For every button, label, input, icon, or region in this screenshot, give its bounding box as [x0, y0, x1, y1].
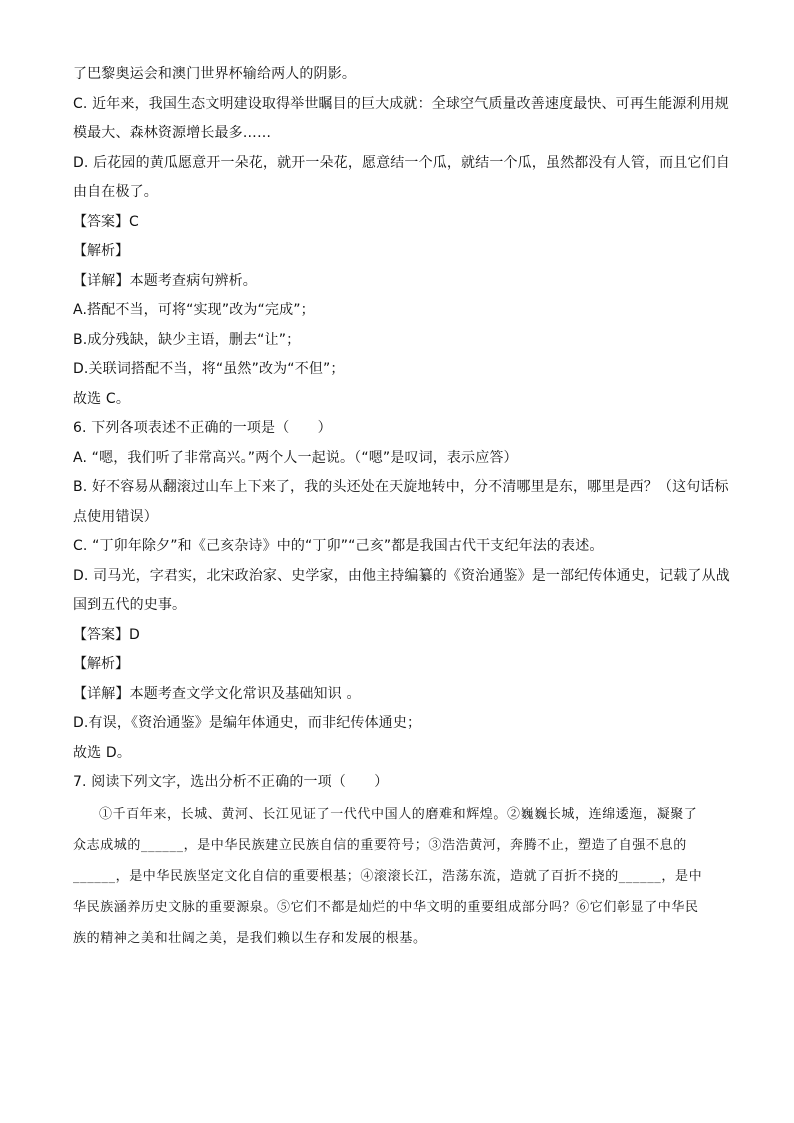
question7-passage	[73, 800, 723, 953]
question6-detail: 【详解】本题考查文学文化常识及基础知识 。	[73, 685, 361, 702]
question5-analysis-label: 【解析】	[73, 243, 129, 259]
question6-analysis-label: 【解析】	[73, 656, 129, 672]
question6-option-c: C. “丁卯年除夕”和《己亥杂诗》中的“丁卯”“己亥”都是我国古代干支纪年法的表述。	[73, 538, 604, 554]
question6-conclusion: 故选 D。	[73, 744, 131, 761]
question6-stem: 6. 下列各项表述不正确的一项是（ ）	[73, 420, 332, 436]
question5-option-d: D. 后花园的黄瓜愿意开一朵花，就开一朵花，愿意结一个瓜，就结一个瓜，虽然都没有人管，而且它们自	[73, 154, 730, 171]
question5-explanation-d: D.关联词搭配不当，将“虽然”改为“不但”；	[73, 361, 345, 377]
passage-line: 众志成城的______，是中华民族建立民族自信的重要符号；③浩浩黄河，奔腾不止，塑造了自强不息的	[73, 837, 687, 853]
question7-stem: 7. 阅读下列文字，选出分析不正确的一项（ ）	[73, 774, 389, 790]
question5-answer: 【答案】C	[73, 213, 139, 230]
question5-option-d-continued: 由自在极了。	[73, 184, 158, 200]
question6-answer: 【答案】D	[73, 626, 140, 643]
question6-option-d-continued: 国到五代的史事。	[73, 597, 187, 613]
document-page	[73, 60, 730, 953]
passage-line: ______，是中华民族坚定文化自信的重要根基；④滚滚长江，浩荡东流，造就了百折不挠的______，是中	[73, 868, 703, 884]
question6-option-b-continued: 点使用错误）	[73, 508, 158, 525]
question5-option-b-continued: 了巴黎奥运会和澳门世界杯输给两人的阴影。	[73, 66, 356, 82]
question5-explanation-a: A.搭配不当，可将“实现”改为“完成”；	[73, 302, 315, 318]
question5-explanation-b: B.成分残缺，缺少主语，删去“让”；	[73, 331, 301, 348]
passage-line: ①千百年来，长城、黄河、长江见证了一代代中国人的磨难和辉煌。②巍巍长城，连绵逶迤，凝聚了	[99, 806, 698, 822]
passage-line: 华民族涵养历史文脉的重要源泉。⑤它们不都是灿烂的中华文明的重要组成部分吗？⑥它们彰显了中华民	[73, 899, 699, 915]
passage-line: 族的精神之美和壮阔之美，是我们赖以生存和发展的根基。	[73, 930, 427, 946]
question5-conclusion: 故选 C。	[73, 390, 130, 407]
question5-option-c: C. 近年来，我国生态文明建设取得举世瞩目的巨大成就：全球空气质量改善速度最快、可再生能源利用规	[73, 95, 729, 112]
question5-option-c-continued: 模最大、森林资源增长最多……	[73, 125, 272, 141]
question6-option-d: D. 司马光，字君实，北宋政治家、史学家，由他主持编纂的《资治通鉴》是一部纪传体通史，记载了从战	[73, 567, 730, 584]
question6-option-a: A. “嗯，我们听了非常高兴。”两个人一起说。（“嗯”是叹词，表示应答）	[73, 449, 518, 466]
question6-option-b: B. 好不容易从翻滚过山车上下来了，我的头还处在天旋地转中，分不清哪里是东，哪里是西？（这句话标	[73, 479, 729, 495]
question5-detail: 【详解】本题考查病句辨析。	[73, 272, 257, 289]
question6-explanation-d: D.有误，《资治通鉴》是编年体通史，而非纪传体通史；	[73, 715, 422, 731]
